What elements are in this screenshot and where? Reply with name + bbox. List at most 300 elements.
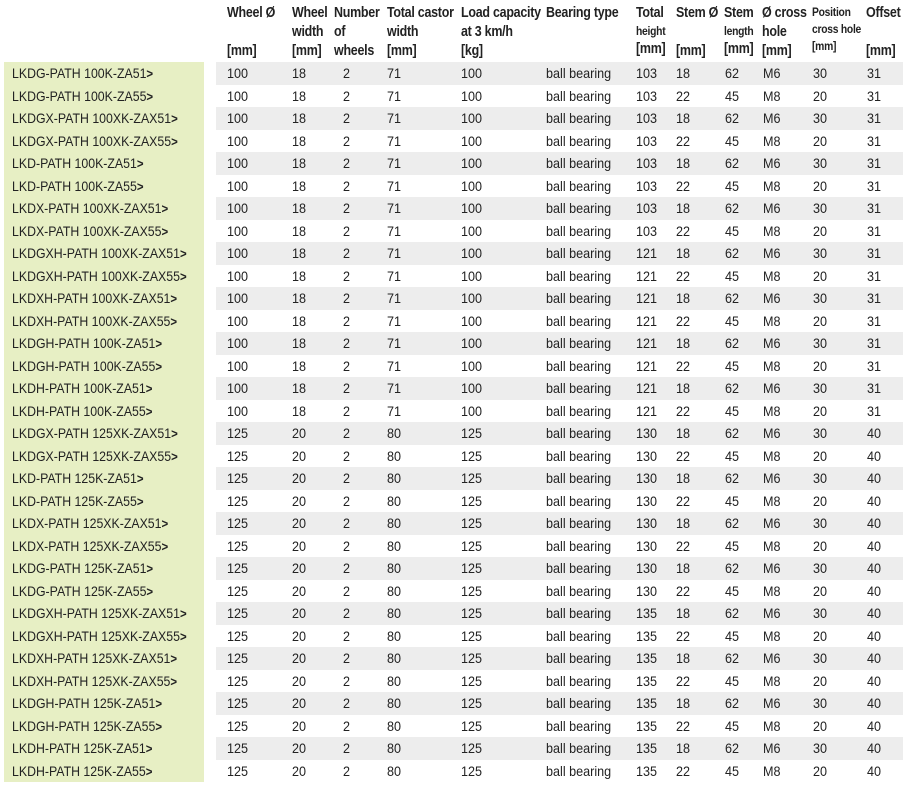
cell-wheel-width: 18 [292,155,307,171]
cell-wheel-diameter: 125 [227,740,249,756]
cell-bearing-type: ball bearing [546,245,612,261]
chevron-right-icon: > [155,358,163,374]
cell-total-castor-width: 80 [387,717,402,734]
cell-offset: 40 [867,740,882,756]
cell-cross-hole-diameter: M6 [763,695,781,711]
cell-bearing-type: ball bearing [546,717,612,734]
cell-total-height: 121 [636,335,658,351]
cell-stem-length: 62 [725,335,740,351]
product-name: LKDGX-PATH 125XK-ZAX51 [12,425,172,441]
cell-stem-diameter: 18 [676,650,691,666]
cell-offset: 40 [867,515,882,531]
cell-number-of-wheels: 2 [343,177,351,194]
cell-wheel-diameter: 100 [227,200,249,216]
cell-offset: 40 [867,447,882,464]
cell-wheel-width: 18 [292,402,307,419]
cell-stem-diameter: 22 [676,177,691,194]
cell-total-castor-width: 80 [387,740,402,756]
cell-bearing-type: ball bearing [546,560,612,576]
cell-cross-hole-diameter: M8 [763,177,781,194]
table-row [0,715,903,738]
cell-stem-length: 45 [725,267,740,284]
cell-number-of-wheels: 2 [343,447,351,464]
cell-total-height: 130 [636,560,658,576]
product-link[interactable] [4,535,204,558]
product-name: LKDH-PATH 100K-ZA55 [12,402,146,419]
cell-cross-hole-diameter: M6 [763,335,781,351]
table-row [0,175,903,198]
cell-stem-diameter: 18 [676,425,691,441]
cell-bearing-type: ball bearing [546,695,612,711]
cell-bearing-type: ball bearing [546,312,612,329]
cell-total-castor-width: 80 [387,650,402,666]
product-link[interactable] [4,580,204,603]
product-link[interactable] [4,445,204,468]
table-row [0,310,903,333]
chevron-right-icon: > [170,651,178,666]
cell-wheel-width: 18 [292,65,307,81]
cell-cross-hole-diameter: M8 [763,132,781,149]
cell-wheel-width: 18 [292,222,307,239]
cell-wheel-diameter: 125 [227,717,249,734]
cell-total-height: 135 [636,717,658,734]
table-row [0,580,903,603]
cell-position-cross-hole: 20 [813,717,828,734]
cell-total-castor-width: 71 [387,402,402,419]
cell-bearing-type: ball bearing [546,425,612,441]
cell-load-capacity: 100 [461,245,483,261]
cell-wheel-diameter: 125 [227,695,249,711]
chevron-right-icon: > [155,718,163,734]
cell-stem-diameter: 22 [676,312,691,329]
cell-bearing-type: ball bearing [546,582,612,599]
cell-total-height: 121 [636,245,658,261]
chevron-right-icon: > [179,628,187,644]
cell-number-of-wheels: 2 [343,290,351,306]
cell-total-height: 121 [636,402,658,419]
product-link[interactable] [4,490,204,513]
table-row [0,265,903,288]
product-link[interactable] [4,737,204,760]
cell-cross-hole-diameter: M8 [763,537,781,554]
cell-total-castor-width: 80 [387,762,402,779]
cell-stem-length: 45 [725,492,740,509]
header-position-cross-hole: Position cross hole [mm] [812,5,862,53]
cell-wheel-diameter: 100 [227,110,249,126]
cell-stem-length: 62 [725,560,740,576]
cell-total-height: 130 [636,447,658,464]
header-bearing-type: Bearing type [546,5,619,21]
cell-bearing-type: ball bearing [546,762,612,779]
cell-wheel-diameter: 125 [227,627,249,644]
cell-offset: 31 [867,380,882,396]
header-stem-diameter: Stem Ø [mm] [676,5,719,59]
cell-total-castor-width: 80 [387,560,402,576]
chevron-right-icon: > [145,741,153,756]
cell-total-castor-width: 71 [387,110,402,126]
product-name: LKD-PATH 100K-ZA51 [12,155,137,171]
cell-bearing-type: ball bearing [546,65,612,81]
cell-offset: 40 [867,762,882,779]
product-link[interactable] [4,467,204,490]
product-link[interactable] [4,107,204,130]
cell-stem-diameter: 18 [676,560,691,576]
product-link[interactable] [4,355,204,378]
chevron-right-icon: > [146,66,154,81]
cell-total-castor-width: 71 [387,222,402,239]
cell-cross-hole-diameter: M8 [763,492,781,509]
cell-load-capacity: 100 [461,267,483,284]
cell-wheel-width: 20 [292,537,307,554]
chevron-right-icon: > [179,246,187,261]
table-row [0,760,903,783]
cell-wheel-diameter: 100 [227,87,249,104]
cell-wheel-width: 18 [292,335,307,351]
table-row [0,535,903,558]
header-wheel-width: Wheel width [mm] [292,5,328,59]
cell-stem-diameter: 22 [676,762,691,779]
header-total-castor-width: Total castor width [mm] [387,5,454,59]
cell-stem-diameter: 22 [676,582,691,599]
cell-total-castor-width: 71 [387,335,402,351]
cell-cross-hole-diameter: M6 [763,560,781,576]
cell-stem-diameter: 22 [676,87,691,104]
product-link[interactable] [4,287,204,310]
product-link[interactable] [4,400,204,423]
cell-wheel-width: 20 [292,470,307,486]
product-link[interactable] [4,310,204,333]
cell-stem-diameter: 22 [676,672,691,689]
cell-wheel-width: 18 [292,245,307,261]
cell-number-of-wheels: 2 [343,335,351,351]
cell-wheel-width: 18 [292,267,307,284]
cell-number-of-wheels: 2 [343,492,351,509]
cell-wheel-width: 20 [292,627,307,644]
cell-wheel-diameter: 100 [227,65,249,81]
cell-number-of-wheels: 2 [343,762,351,779]
cell-stem-diameter: 18 [676,155,691,171]
cell-cross-hole-diameter: M8 [763,87,781,104]
product-name: LKDGH-PATH 125K-ZA51 [12,695,156,711]
cell-load-capacity: 100 [461,110,483,126]
cell-stem-length: 62 [725,290,740,306]
cell-offset: 31 [867,65,882,81]
table-row [0,692,903,715]
product-name: LKDGXH-PATH 100XK-ZAX55 [12,267,180,284]
cell-wheel-width: 18 [292,200,307,216]
cell-position-cross-hole: 20 [813,402,828,419]
cell-total-height: 121 [636,357,658,374]
cell-offset: 31 [867,245,882,261]
cell-bearing-type: ball bearing [546,740,612,756]
cell-bearing-type: ball bearing [546,335,612,351]
cell-load-capacity: 125 [461,627,483,644]
cell-wheel-diameter: 125 [227,492,249,509]
cell-number-of-wheels: 2 [343,200,351,216]
cell-cross-hole-diameter: M8 [763,627,781,644]
chevron-right-icon: > [145,381,153,396]
product-name: LKDGX-PATH 100XK-ZAX51 [12,110,172,126]
cell-position-cross-hole: 30 [813,200,828,216]
product-name: LKDX-PATH 125XK-ZAX51 [12,515,162,531]
cell-number-of-wheels: 2 [343,267,351,284]
cell-stem-length: 45 [725,177,740,194]
product-link[interactable] [4,557,204,580]
product-link[interactable] [4,197,204,220]
cell-number-of-wheels: 2 [343,87,351,104]
cell-stem-diameter: 18 [676,65,691,81]
cell-offset: 31 [867,357,882,374]
cell-load-capacity: 125 [461,740,483,756]
cell-total-height: 135 [636,627,658,644]
cell-bearing-type: ball bearing [546,267,612,284]
cell-wheel-width: 18 [292,357,307,374]
cell-position-cross-hole: 20 [813,762,828,779]
cell-wheel-width: 18 [292,290,307,306]
cell-bearing-type: ball bearing [546,650,612,666]
chevron-right-icon: > [155,336,163,351]
chevron-right-icon: > [136,178,144,194]
cell-load-capacity: 125 [461,582,483,599]
table-row [0,647,903,670]
cell-bearing-type: ball bearing [546,290,612,306]
product-link[interactable] [4,647,204,670]
cell-cross-hole-diameter: M8 [763,402,781,419]
product-name: LKDH-PATH 125K-ZA51 [12,740,146,756]
product-name: LKDH-PATH 125K-ZA55 [12,762,146,779]
table-row [0,490,903,513]
cell-stem-diameter: 18 [676,515,691,531]
cell-total-castor-width: 80 [387,695,402,711]
cell-stem-diameter: 18 [676,695,691,711]
cell-wheel-diameter: 100 [227,177,249,194]
product-name: LKDG-PATH 125K-ZA51 [12,560,147,576]
cell-total-height: 103 [636,110,658,126]
chevron-right-icon: > [146,583,154,599]
cell-number-of-wheels: 2 [343,425,351,441]
cell-total-castor-width: 71 [387,267,402,284]
cell-wheel-width: 20 [292,650,307,666]
cell-wheel-width: 18 [292,87,307,104]
cell-total-height: 135 [636,740,658,756]
cell-load-capacity: 100 [461,357,483,374]
cell-position-cross-hole: 30 [813,290,828,306]
product-name: LKDXH-PATH 125XK-ZAX51 [12,650,171,666]
product-name: LKDGH-PATH 100K-ZA55 [12,357,156,374]
product-name: LKDGXH-PATH 100XK-ZAX51 [12,245,180,261]
product-link[interactable] [4,242,204,265]
product-link[interactable] [4,62,204,85]
cell-stem-diameter: 22 [676,402,691,419]
cell-stem-length: 62 [725,515,740,531]
cell-position-cross-hole: 20 [813,537,828,554]
cell-bearing-type: ball bearing [546,110,612,126]
product-table-body [0,62,903,782]
cell-position-cross-hole: 30 [813,560,828,576]
product-link[interactable] [4,85,204,108]
product-link[interactable] [4,332,204,355]
cell-load-capacity: 125 [461,515,483,531]
product-name: LKDG-PATH 125K-ZA55 [12,582,147,599]
cell-total-castor-width: 71 [387,290,402,306]
product-link[interactable] [4,377,204,400]
product-name: LKDG-PATH 100K-ZA51 [12,65,147,81]
cell-wheel-diameter: 125 [227,762,249,779]
cell-position-cross-hole: 20 [813,222,828,239]
cell-number-of-wheels: 2 [343,312,351,329]
cell-total-castor-width: 71 [387,87,402,104]
cell-stem-length: 62 [725,245,740,261]
cell-stem-length: 45 [725,627,740,644]
cell-wheel-width: 20 [292,515,307,531]
cell-stem-length: 62 [725,65,740,81]
table-row [0,512,903,535]
product-name: LKDGX-PATH 100XK-ZAX55 [12,132,172,149]
cell-wheel-width: 18 [292,110,307,126]
cell-total-castor-width: 71 [387,132,402,149]
product-link[interactable] [4,422,204,445]
table-row [0,287,903,310]
header-load-capacity: Load capacity at 3 km/h [kg] [461,5,541,59]
product-link[interactable] [4,220,204,243]
cell-total-height: 103 [636,200,658,216]
cell-stem-length: 62 [725,695,740,711]
cell-wheel-width: 20 [292,762,307,779]
cell-stem-length: 45 [725,672,740,689]
cell-stem-diameter: 22 [676,132,691,149]
cell-total-castor-width: 71 [387,380,402,396]
chevron-right-icon: > [171,426,178,441]
cell-bearing-type: ball bearing [546,87,612,104]
cell-total-castor-width: 71 [387,245,402,261]
cell-load-capacity: 125 [461,492,483,509]
cell-total-height: 103 [636,65,658,81]
product-link[interactable] [4,175,204,198]
chevron-right-icon: > [145,403,153,419]
cell-offset: 40 [867,627,882,644]
table-row [0,602,903,625]
cell-stem-diameter: 18 [676,110,691,126]
cell-position-cross-hole: 20 [813,672,828,689]
cell-total-castor-width: 71 [387,65,402,81]
cell-number-of-wheels: 2 [343,470,351,486]
cell-bearing-type: ball bearing [546,177,612,194]
cell-number-of-wheels: 2 [343,560,351,576]
product-link[interactable] [4,760,204,783]
cell-load-capacity: 125 [461,425,483,441]
cell-total-castor-width: 80 [387,425,402,441]
cell-stem-diameter: 18 [676,470,691,486]
cell-wheel-diameter: 125 [227,447,249,464]
cell-position-cross-hole: 30 [813,155,828,171]
cell-offset: 40 [867,650,882,666]
table-row [0,130,903,153]
cell-cross-hole-diameter: M6 [763,650,781,666]
product-link[interactable] [4,130,204,153]
cell-bearing-type: ball bearing [546,132,612,149]
chevron-right-icon: > [170,673,178,689]
cell-total-height: 121 [636,290,658,306]
cell-position-cross-hole: 20 [813,312,828,329]
cell-stem-diameter: 18 [676,605,691,621]
cell-bearing-type: ball bearing [546,155,612,171]
cell-offset: 40 [867,672,882,689]
product-name: LKDX-PATH 100XK-ZAX51 [12,200,162,216]
product-link[interactable] [4,152,204,175]
cell-wheel-diameter: 100 [227,132,249,149]
product-name: LKDGX-PATH 125XK-ZAX55 [12,447,172,464]
cell-stem-diameter: 22 [676,627,691,644]
cell-position-cross-hole: 30 [813,245,828,261]
cell-wheel-diameter: 125 [227,537,249,554]
cell-bearing-type: ball bearing [546,380,612,396]
product-link[interactable] [4,692,204,715]
cell-number-of-wheels: 2 [343,132,351,149]
product-link[interactable] [4,715,204,738]
product-link[interactable] [4,265,204,288]
cell-offset: 40 [867,492,882,509]
cell-offset: 31 [867,290,882,306]
cell-offset: 31 [867,335,882,351]
product-link[interactable] [4,602,204,625]
cell-wheel-width: 20 [292,605,307,621]
product-name: LKDX-PATH 125XK-ZAX55 [12,537,162,554]
table-row [0,467,903,490]
cell-stem-length: 45 [725,762,740,779]
product-link[interactable] [4,512,204,535]
product-link[interactable] [4,625,204,648]
cell-offset: 31 [867,155,882,171]
chevron-right-icon: > [179,606,187,621]
cell-total-height: 130 [636,425,658,441]
cell-offset: 40 [867,425,882,441]
cell-total-height: 103 [636,87,658,104]
cell-stem-diameter: 18 [676,380,691,396]
cell-number-of-wheels: 2 [343,650,351,666]
cell-bearing-type: ball bearing [546,605,612,621]
cell-wheel-diameter: 100 [227,267,249,284]
cell-bearing-type: ball bearing [546,515,612,531]
cell-number-of-wheels: 2 [343,65,351,81]
table-row [0,377,903,400]
cell-bearing-type: ball bearing [546,200,612,216]
product-name: LKDXH-PATH 100XK-ZAX51 [12,290,171,306]
product-name: LKD-PATH 100K-ZA55 [12,177,137,194]
cell-load-capacity: 100 [461,65,483,81]
cell-load-capacity: 100 [461,200,483,216]
cell-cross-hole-diameter: M8 [763,267,781,284]
cell-wheel-diameter: 100 [227,290,249,306]
header-wheel-diameter: Wheel Ø [mm] [227,5,276,59]
table-row [0,152,903,175]
cell-total-castor-width: 80 [387,515,402,531]
cell-number-of-wheels: 2 [343,515,351,531]
product-link[interactable] [4,670,204,693]
cell-total-castor-width: 80 [387,447,402,464]
cell-stem-length: 45 [725,87,740,104]
cell-number-of-wheels: 2 [343,537,351,554]
cell-position-cross-hole: 30 [813,380,828,396]
table-row [0,625,903,648]
cell-wheel-diameter: 100 [227,222,249,239]
cell-total-castor-width: 80 [387,672,402,689]
cell-number-of-wheels: 2 [343,605,351,621]
header-number-of-wheels: Number of wheels [334,5,380,59]
cell-number-of-wheels: 2 [343,222,351,239]
cell-load-capacity: 125 [461,717,483,734]
table-row [0,400,903,423]
cell-bearing-type: ball bearing [546,357,612,374]
